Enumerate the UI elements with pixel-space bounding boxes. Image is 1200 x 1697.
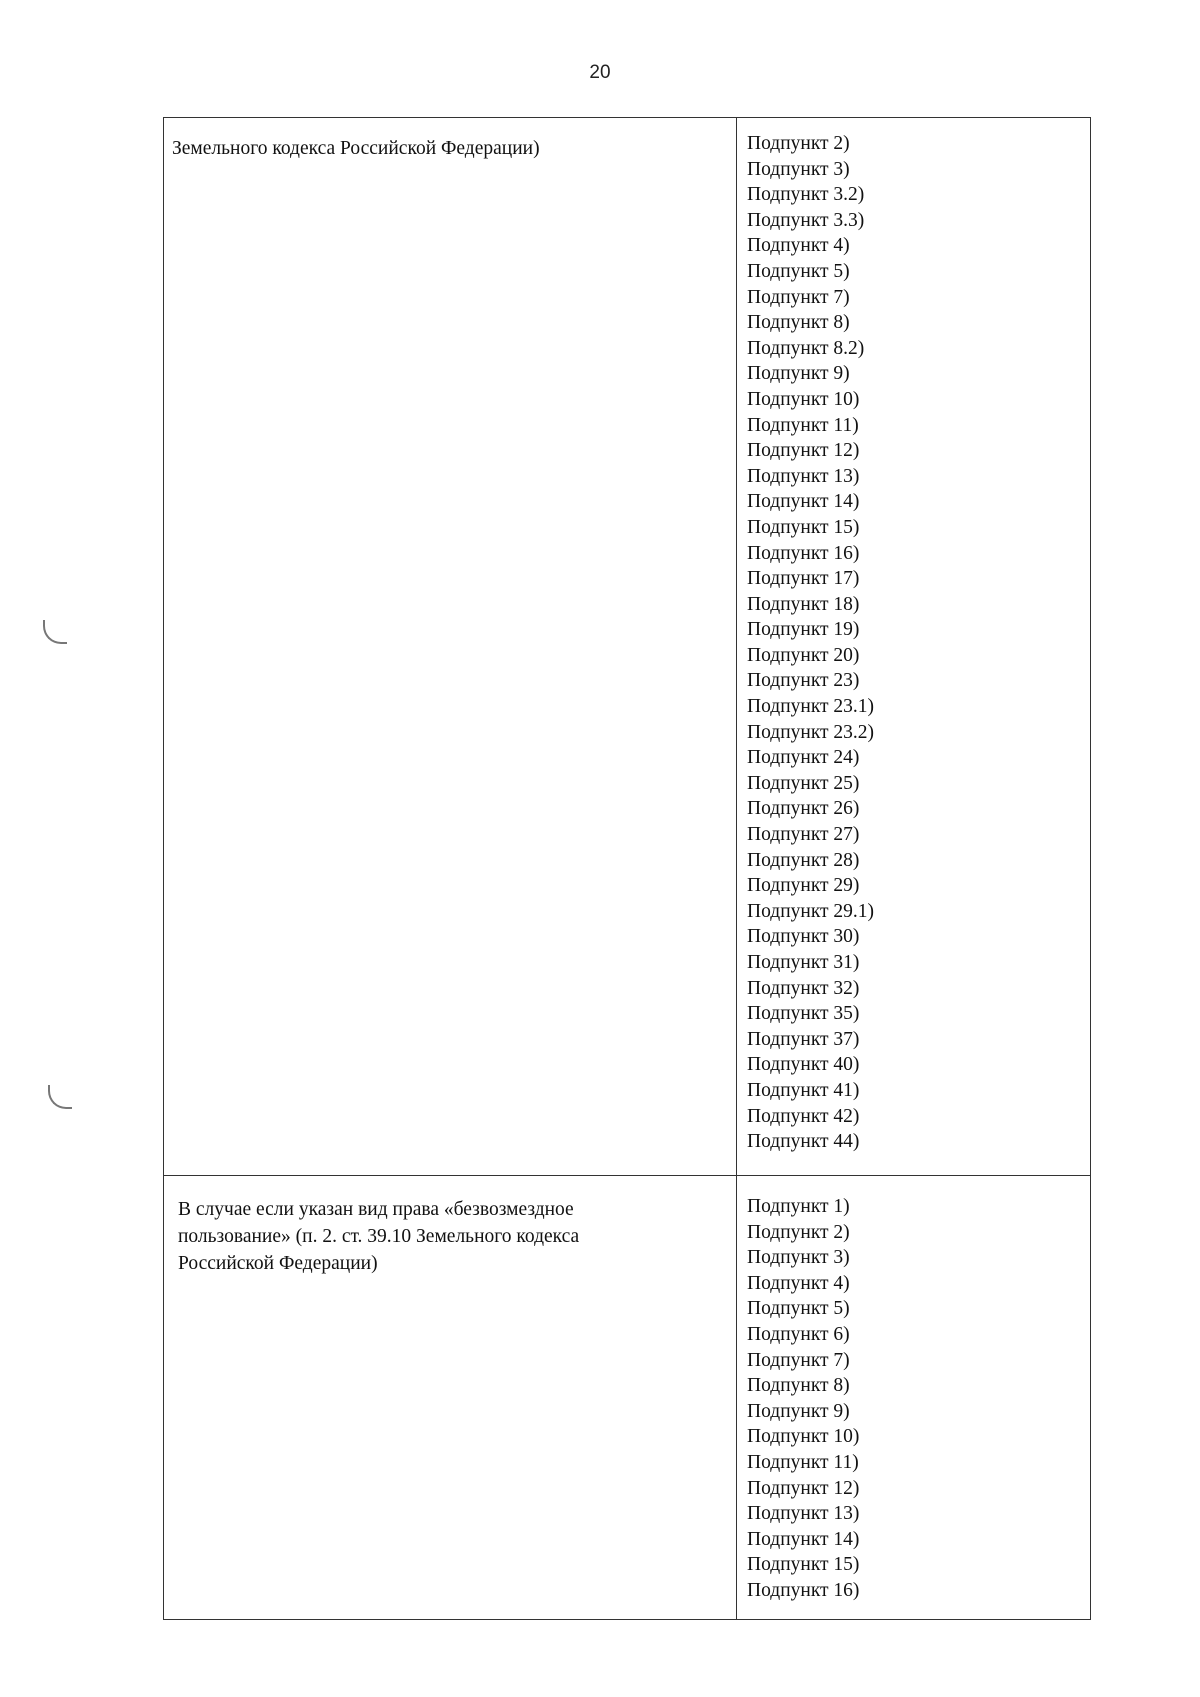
subparagraph-item: Подпункт 3)	[747, 158, 850, 180]
subparagraph-item: Подпункт 10)	[747, 388, 860, 410]
subparagraph-item: Подпункт 16)	[747, 1579, 860, 1601]
subparagraph-item: Подпункт 23.2)	[747, 721, 875, 743]
subparagraph-item: Подпункт 37)	[747, 1028, 860, 1050]
document-table	[163, 117, 1091, 1620]
subparagraph-item: Подпункт 5)	[747, 1298, 850, 1320]
subparagraph-item: Подпункт 40)	[747, 1054, 860, 1076]
subparagraph-item: Подпункт 5)	[747, 260, 850, 282]
table-row	[164, 118, 1090, 1176]
subparagraph-item: Подпункт 7)	[747, 1349, 850, 1371]
subparagraph-item: Подпункт 13)	[747, 1503, 860, 1525]
subparagraph-item: Подпункт 9)	[747, 363, 850, 385]
subparagraph-item: Подпункт 29.1)	[747, 900, 875, 922]
subparagraph-item: Подпункт 6)	[747, 1323, 850, 1345]
table-row	[164, 1176, 1090, 1619]
subparagraph-item: Подпункт 4)	[747, 235, 850, 257]
subparagraph-item: Подпункт 1)	[747, 1196, 850, 1217]
subparagraph-item: Подпункт 8)	[747, 312, 850, 334]
subparagraph-item: Подпункт 10)	[747, 1426, 860, 1448]
subparagraph-item: Подпункт 14)	[747, 1528, 860, 1550]
subparagraph-item: Подпункт 15)	[747, 1554, 860, 1576]
subparagraph-item: Подпункт 16)	[747, 542, 860, 564]
subparagraph-item: Подпункт 2)	[747, 1221, 850, 1243]
subparagraph-item: Подпункт 44)	[747, 1131, 860, 1153]
subparagraph-item: Подпункт 42)	[747, 1105, 860, 1127]
subparagraph-item: Подпункт 8)	[747, 1375, 850, 1397]
subparagraph-item: Подпункт 17)	[747, 568, 860, 590]
subparagraph-item: Подпункт 11)	[747, 414, 859, 436]
subparagraph-item: Подпункт 14)	[747, 491, 860, 513]
subparagraph-item: Подпункт 13)	[747, 465, 860, 487]
subparagraph-item: Подпункт 31)	[747, 952, 860, 973]
subparagraph-item: Подпункт 41)	[747, 1079, 860, 1101]
subparagraph-list	[747, 1194, 1082, 1604]
subparagraph-item: Подпункт 2)	[747, 133, 850, 154]
subparagraph-item: Подпункт 3)	[747, 1247, 850, 1269]
subparagraph-item: Подпункт 20)	[747, 644, 860, 666]
subparagraph-item: Подпункт 35)	[747, 1003, 860, 1025]
subparagraph-item: Подпункт 30)	[747, 926, 860, 948]
subparagraph-item: Подпункт 9)	[747, 1400, 850, 1422]
punch-hole-mark	[43, 620, 67, 644]
subparagraph-item: Подпункт 11)	[747, 1451, 859, 1473]
condition-cell: Земельного кодекса Российской Федерации)	[164, 118, 737, 1175]
subparagraph-item: Подпункт 3.2)	[747, 184, 865, 206]
subparagraph-cell	[737, 118, 1090, 1175]
subparagraph-item: Подпункт 23)	[747, 670, 860, 692]
subparagraph-item: Подпункт 28)	[747, 849, 860, 871]
subparagraph-cell	[737, 1176, 1090, 1619]
subparagraph-item: Подпункт 23.1)	[747, 696, 875, 718]
subparagraph-item: Подпункт 25)	[747, 772, 860, 794]
subparagraph-item: Подпункт 27)	[747, 824, 860, 846]
subparagraph-item: Подпункт 12)	[747, 440, 860, 462]
subparagraph-item: Подпункт 8.2)	[747, 337, 865, 359]
subparagraph-item: Подпункт 4)	[747, 1272, 850, 1294]
subparagraph-item: Подпункт 3.3)	[747, 209, 865, 231]
subparagraph-item: Подпункт 12)	[747, 1477, 860, 1499]
page-number: 20	[589, 62, 611, 83]
condition-cell: В случае если указан вид права «безвозмездное пользование» (п. 2. ст. 39.10 Земельного кодекса Российской Федерации)	[164, 1176, 737, 1619]
subparagraph-list	[747, 131, 1082, 1155]
subparagraph-item: Подпункт 15)	[747, 516, 860, 538]
subparagraph-item: Подпункт 32)	[747, 977, 860, 999]
punch-hole-mark	[48, 1085, 72, 1109]
subparagraph-item: Подпункт 26)	[747, 798, 860, 820]
subparagraph-item: Подпункт 24)	[747, 747, 860, 769]
subparagraph-item: Подпункт 7)	[747, 286, 850, 308]
subparagraph-item: Подпункт 29)	[747, 875, 860, 897]
subparagraph-item: Подпункт 18)	[747, 593, 860, 615]
subparagraph-item: Подпункт 19)	[747, 619, 860, 641]
